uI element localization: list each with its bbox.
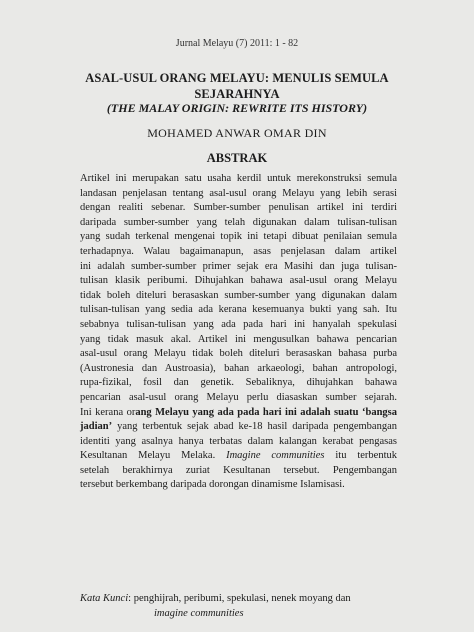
keywords-line-2: imagine communities xyxy=(154,607,244,619)
abstract-bold-phrase: ang Melayu yang ada pada hari ini adalah suatu ‘bangsa xyxy=(135,406,397,418)
title-line-1: ASAL-USUL ORANG MELAYU: MENULIS SEMULA xyxy=(85,71,389,85)
abstract-line xyxy=(80,449,397,464)
journal-header: Jurnal Melayu (7) 2011: 1 - 82 xyxy=(175,38,299,49)
abstract-line: asal-usul orang Melayu tidak boleh diteluri berasaskan bahasa purba xyxy=(80,348,397,360)
abstract-line: tulisan-tulisan yang sedia ada kerana kesemuanya bukti yang sah. Itu xyxy=(80,304,397,316)
abstract-text: Ini kerana or xyxy=(80,406,136,418)
abstract-line: (Austronesia dan Austroasia), bahan arkaeologi, bahan antropologi, xyxy=(80,362,397,374)
article-title xyxy=(60,70,414,102)
abstract-line: dengan realiti sebenar. Sumber-sumber penulisan artikel ini terdiri xyxy=(80,202,397,214)
keywords-separator: : xyxy=(128,593,134,604)
abstract-italic-phrase: Imagine communities xyxy=(226,450,325,462)
abstract-text: itu terbentuk xyxy=(324,450,397,462)
keywords-line-1: penghijrah, peribumi, spekulasi, nenek moyang dan xyxy=(133,593,351,604)
abstract-line: landasan penjelasan tentang asal-usul orang Melayu yang lebih serasi xyxy=(80,187,397,199)
author-name: MOHAMED ANWAR OMAR DIN xyxy=(147,126,327,140)
abstract-line: tidak boleh diteluri berasaskan sumber-sumber yang digunakan dalam xyxy=(80,289,397,301)
abstract-line: tulisan klasik peribumi. Dihujahkan bahawa asal-usul orang Melayu xyxy=(80,275,397,287)
abstract-line: yang sudah terkenal mengenai topik ini tetapi dibuat penilaian semula xyxy=(80,231,397,243)
abstract-line: daripada sumber-sumber yang telah digunakan dalam tulisan-tulisan xyxy=(80,216,397,228)
abstract-text: Kesultanan Melayu Melaka. xyxy=(80,450,227,462)
abstract-text: yang terbentuk sejak abad ke-18 hasil daripada pengembangan xyxy=(112,421,397,433)
article-subtitle: (THE MALAY ORIGIN: REWRITE ITS HISTORY) xyxy=(106,101,368,115)
abstract-line: yang tidak masuk akal. Artikel ini mengusulkan bahawa pencarian xyxy=(80,333,397,345)
abstract-line: tersebut berkembang daripada dorongan dinamisme Islamisasi. xyxy=(80,479,345,491)
abstract-line: rupa-fizikal, fosil dan genetik. Sebaliknya, dihujahkan bahawa xyxy=(80,377,397,389)
abstract-line: ini adalah sumber-sumber primer sejak era Masihi dan juga tulisan- xyxy=(80,260,397,272)
abstract-line xyxy=(80,420,397,435)
abstract-line: Artikel ini merupakan satu usaha kerdil untuk merekonstruksi semula xyxy=(80,173,397,184)
abstract-line: terhadapnya. Walau bagaimanapun, asas penjelasan dalam artikel xyxy=(80,245,397,257)
keywords xyxy=(80,592,400,621)
abstract-line: sebabnya tulisan-tulisan yang ada pada hari ini hanyalah spekulasi xyxy=(80,318,397,330)
keywords-label: Kata Kunci xyxy=(80,593,129,604)
abstract-bold-phrase: jadian’ xyxy=(80,421,113,433)
abstract-body xyxy=(80,172,397,493)
abstract-line: pencarian asal-usul orang Melayu perlu diasaskan sumber sejarah. xyxy=(80,391,397,403)
abstract-line xyxy=(80,406,397,421)
abstract-line: setelah berakhirnya zuriat Kesultanan tersebut. Pengembangan xyxy=(80,464,397,476)
title-line-2: SEJARAHNYA xyxy=(194,87,280,101)
abstract-heading: ABSTRAK xyxy=(206,151,268,165)
abstract-line: identiti yang asalnya hanya terbatas dalam kalangan kerabat pengasas xyxy=(80,435,397,447)
